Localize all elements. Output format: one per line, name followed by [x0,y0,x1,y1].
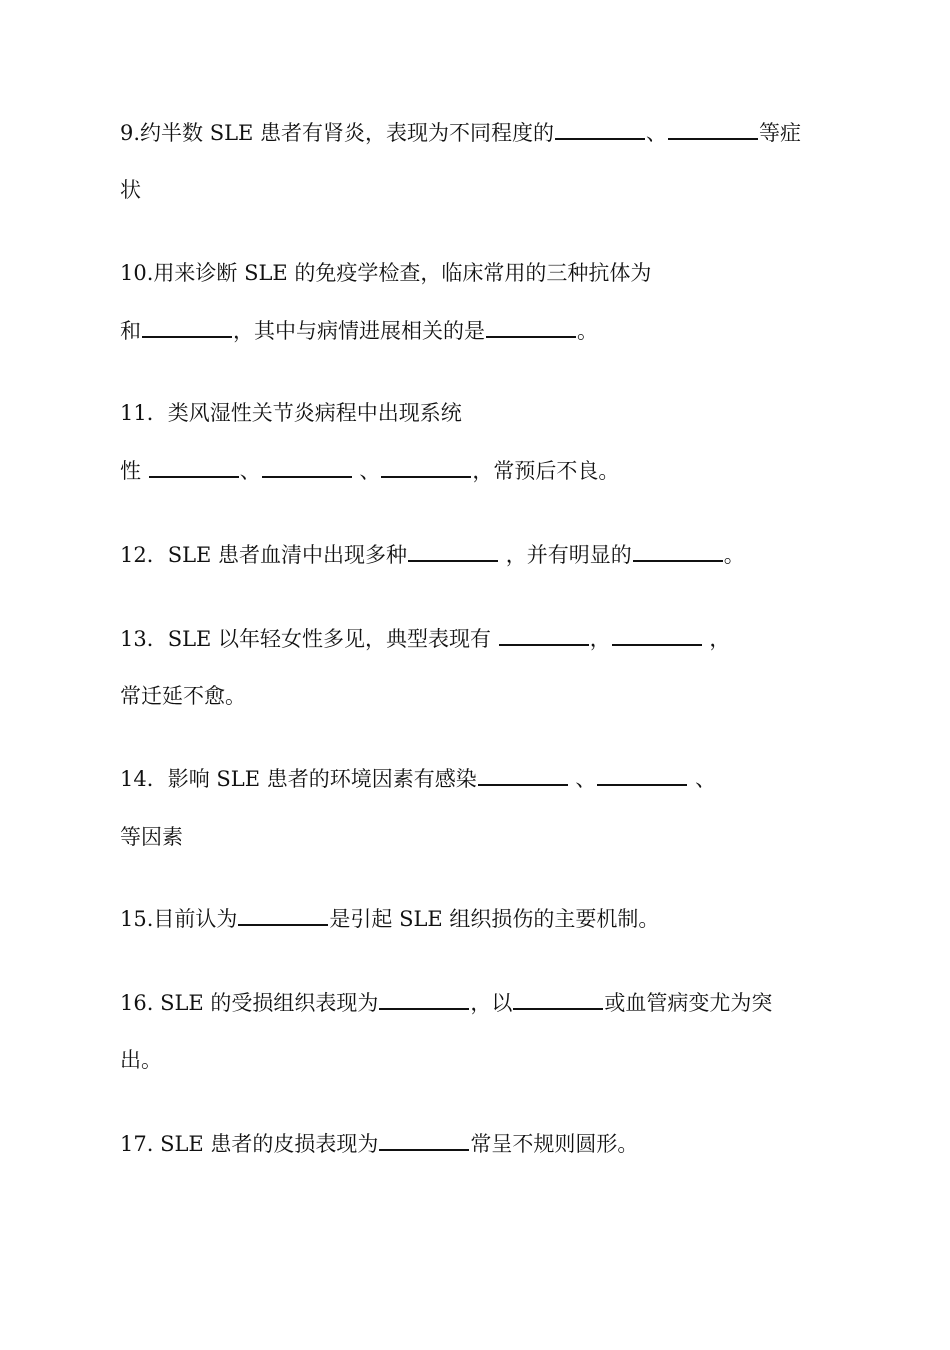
question-12-text: 12．SLE 患者血清中出现多种 [120,543,408,567]
question-14-sep: 、 [688,767,717,791]
question-14-sep: 、 [568,767,597,791]
question-11-prefix: 性 [120,459,148,483]
question-13-continuation: 常迁延不愈。 [120,684,246,708]
question-9-line-2 [120,176,141,204]
question-9-continuation: 状 [120,178,141,202]
question-9-sep: 、 [646,121,668,145]
question-13-sep: ， [589,627,611,651]
question-13-line-1 [120,625,730,653]
answer-blank[interactable] [668,120,758,140]
question-16-line-1 [120,989,772,1017]
question-17-line-1 [120,1130,638,1158]
question-14-text: 14．影响 SLE 患者的环境因素有感染 [120,767,477,791]
question-11-tail: ，常预后不良。 [472,459,620,483]
question-12-end: 。 [723,543,745,567]
question-14-line-2 [120,823,183,851]
question-13-sep: ， [702,627,731,651]
answer-blank[interactable] [499,626,589,646]
answer-blank[interactable] [238,906,328,926]
answer-blank[interactable] [633,542,723,562]
answer-blank[interactable] [597,766,687,786]
question-9-text: 9.约半数 SLE 患者有肾炎，表现为不同程度的 [120,121,555,145]
question-16-line-2 [120,1046,162,1074]
question-10-line-2 [120,317,598,345]
question-10-and: 和 [120,319,141,343]
question-15-tail: 是引起 SLE 组织损伤的主要机制。 [329,907,660,931]
answer-blank[interactable] [486,318,576,338]
answer-blank[interactable] [612,626,702,646]
question-17-tail: 常呈不规则圆形。 [470,1132,639,1156]
question-11-text: 11．类风湿性关节炎病程中出现系统 [120,401,462,425]
answer-blank[interactable] [555,120,645,140]
question-13-text: 13．SLE 以年轻女性多见，典型表现有 [120,627,498,651]
question-16-mid: ，以 [470,991,513,1015]
question-14-line-1 [120,765,716,793]
answer-blank[interactable] [149,458,239,478]
question-10-mid: ，其中与病情进展相关的是 [233,319,485,343]
question-11-line-2 [120,457,619,485]
question-10-end: 。 [577,319,598,343]
question-16-continuation: 出。 [120,1048,162,1072]
question-12-mid: ，并有明显的 [499,543,632,567]
question-15-line-1 [120,905,659,933]
answer-blank[interactable] [379,1131,469,1151]
question-16-text: 16. SLE 的受损组织表现为 [120,991,379,1015]
question-9-tail: 等症 [759,121,802,145]
question-10-line-1 [120,259,651,287]
question-11-line-1 [120,399,462,427]
question-10-text: 10.用来诊断 SLE 的免疫学检查，临床常用的三种抗体为 [120,261,652,285]
question-9-line-1 [120,119,801,147]
answer-blank[interactable] [262,458,352,478]
question-14-continuation: 等因素 [120,825,183,849]
question-17-text: 17. SLE 患者的皮损表现为 [120,1132,379,1156]
answer-blank[interactable] [408,542,498,562]
question-16-tail: 或血管病变尤为突 [604,991,773,1015]
answer-blank[interactable] [142,318,232,338]
answer-blank[interactable] [478,766,568,786]
answer-blank[interactable] [379,990,469,1010]
question-15-text: 15.目前认为 [120,907,238,931]
answer-blank[interactable] [381,458,471,478]
question-11-sep: 、 [239,459,261,483]
question-11-sep: 、 [352,459,381,483]
answer-blank[interactable] [513,990,603,1010]
question-12-line-1 [120,541,745,569]
question-13-line-2 [120,682,246,710]
